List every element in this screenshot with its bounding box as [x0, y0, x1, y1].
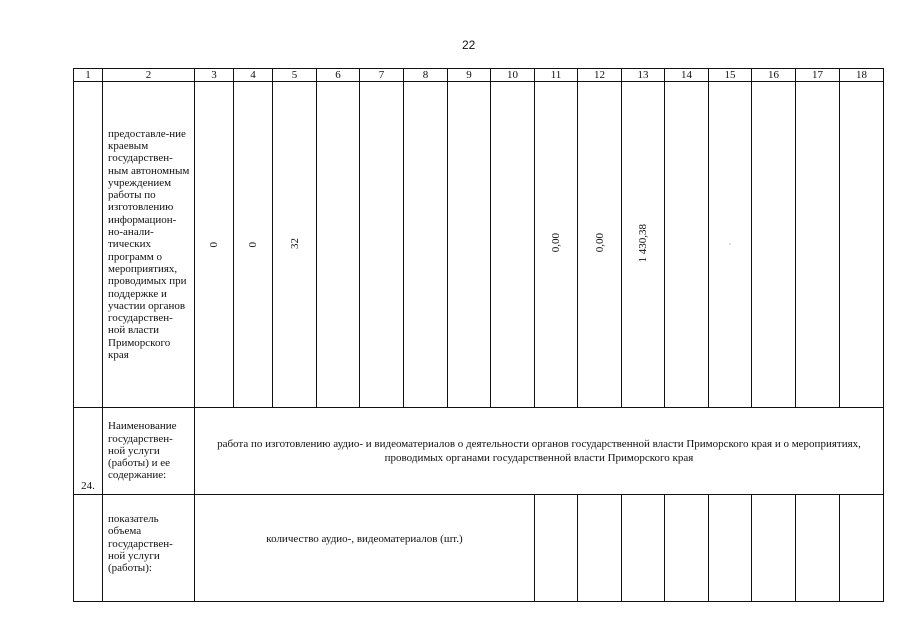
empty-cell	[360, 82, 404, 408]
empty-cell	[796, 495, 840, 602]
value-cell-12	[578, 82, 622, 408]
budget-table	[73, 68, 884, 602]
header-cell: 11	[535, 69, 578, 82]
header-cell: 8	[404, 69, 448, 82]
work-description: предоставле-ние краевым государствен-ным автономным учреждением работы по изготовлению информацион-но-анали-тических программ о мероприятиях, проводимых при поддержке и участии органов государствен-ной власти Приморского края	[103, 82, 195, 408]
table-row	[74, 408, 884, 495]
value-col12: 0,00	[593, 233, 606, 253]
row-number-cell	[74, 495, 103, 602]
header-cell: 7	[360, 69, 404, 82]
header-cell: 10	[491, 69, 535, 82]
empty-cell	[665, 82, 709, 408]
header-cell: 18	[840, 69, 884, 82]
header-cell: 3	[195, 69, 234, 82]
empty-cell	[404, 82, 448, 408]
table-row	[74, 495, 884, 602]
value-col11: 0,00	[550, 233, 562, 253]
header-row	[74, 69, 884, 82]
row-number-cell	[74, 82, 103, 408]
empty-cell	[840, 82, 884, 408]
value-cell-15	[709, 82, 752, 408]
service-content: работа по изготовлению аудио- и видеоматериалов о деятельности органов государственной власти Приморского края и о мероприятиях, проводимых органами государственной власти Приморского края	[195, 408, 884, 495]
header-cell: 5	[273, 69, 317, 82]
header-cell: 17	[796, 69, 840, 82]
empty-cell	[448, 82, 491, 408]
value-col15: ·	[728, 240, 732, 249]
header-cell: 16	[752, 69, 796, 82]
header-cell: 4	[234, 69, 273, 82]
value-col3: 0	[208, 242, 220, 248]
empty-cell	[796, 82, 840, 408]
header-cell: 9	[448, 69, 491, 82]
value-col13: 1 430,38	[637, 223, 649, 263]
volume-indicator-value: количество аудио-, видеоматериалов (шт.)	[195, 495, 535, 602]
value-cell-11	[535, 82, 578, 408]
empty-cell	[622, 495, 665, 602]
empty-cell	[752, 82, 796, 408]
empty-cell	[491, 82, 535, 408]
header-cell: 12	[578, 69, 622, 82]
value-cell-13	[622, 82, 665, 408]
empty-cell	[665, 495, 709, 602]
page-number: 22	[462, 38, 476, 52]
header-cell: 15	[709, 69, 752, 82]
empty-cell	[709, 495, 752, 602]
service-name-label: Наименование государствен-ной услуги (работы) и ее содержание:	[103, 408, 195, 495]
empty-cell	[840, 495, 884, 602]
header-cell: 14	[665, 69, 709, 82]
value-cell-4	[234, 82, 273, 408]
value-col5: 32	[288, 237, 301, 249]
table-row	[74, 82, 884, 408]
header-cell: 1	[74, 69, 103, 82]
header-cell: 2	[103, 69, 195, 82]
value-cell-5	[273, 82, 317, 408]
header-cell: 6	[317, 69, 360, 82]
empty-cell	[752, 495, 796, 602]
row-number: 24.	[74, 408, 103, 495]
empty-cell	[535, 495, 578, 602]
header-cell: 13	[622, 69, 665, 82]
empty-cell	[317, 82, 360, 408]
volume-indicator-label: показатель объема государствен-ной услуги (работы):	[103, 495, 195, 602]
value-col4: 0	[247, 242, 259, 248]
value-cell-3	[195, 82, 234, 408]
empty-cell	[578, 495, 622, 602]
